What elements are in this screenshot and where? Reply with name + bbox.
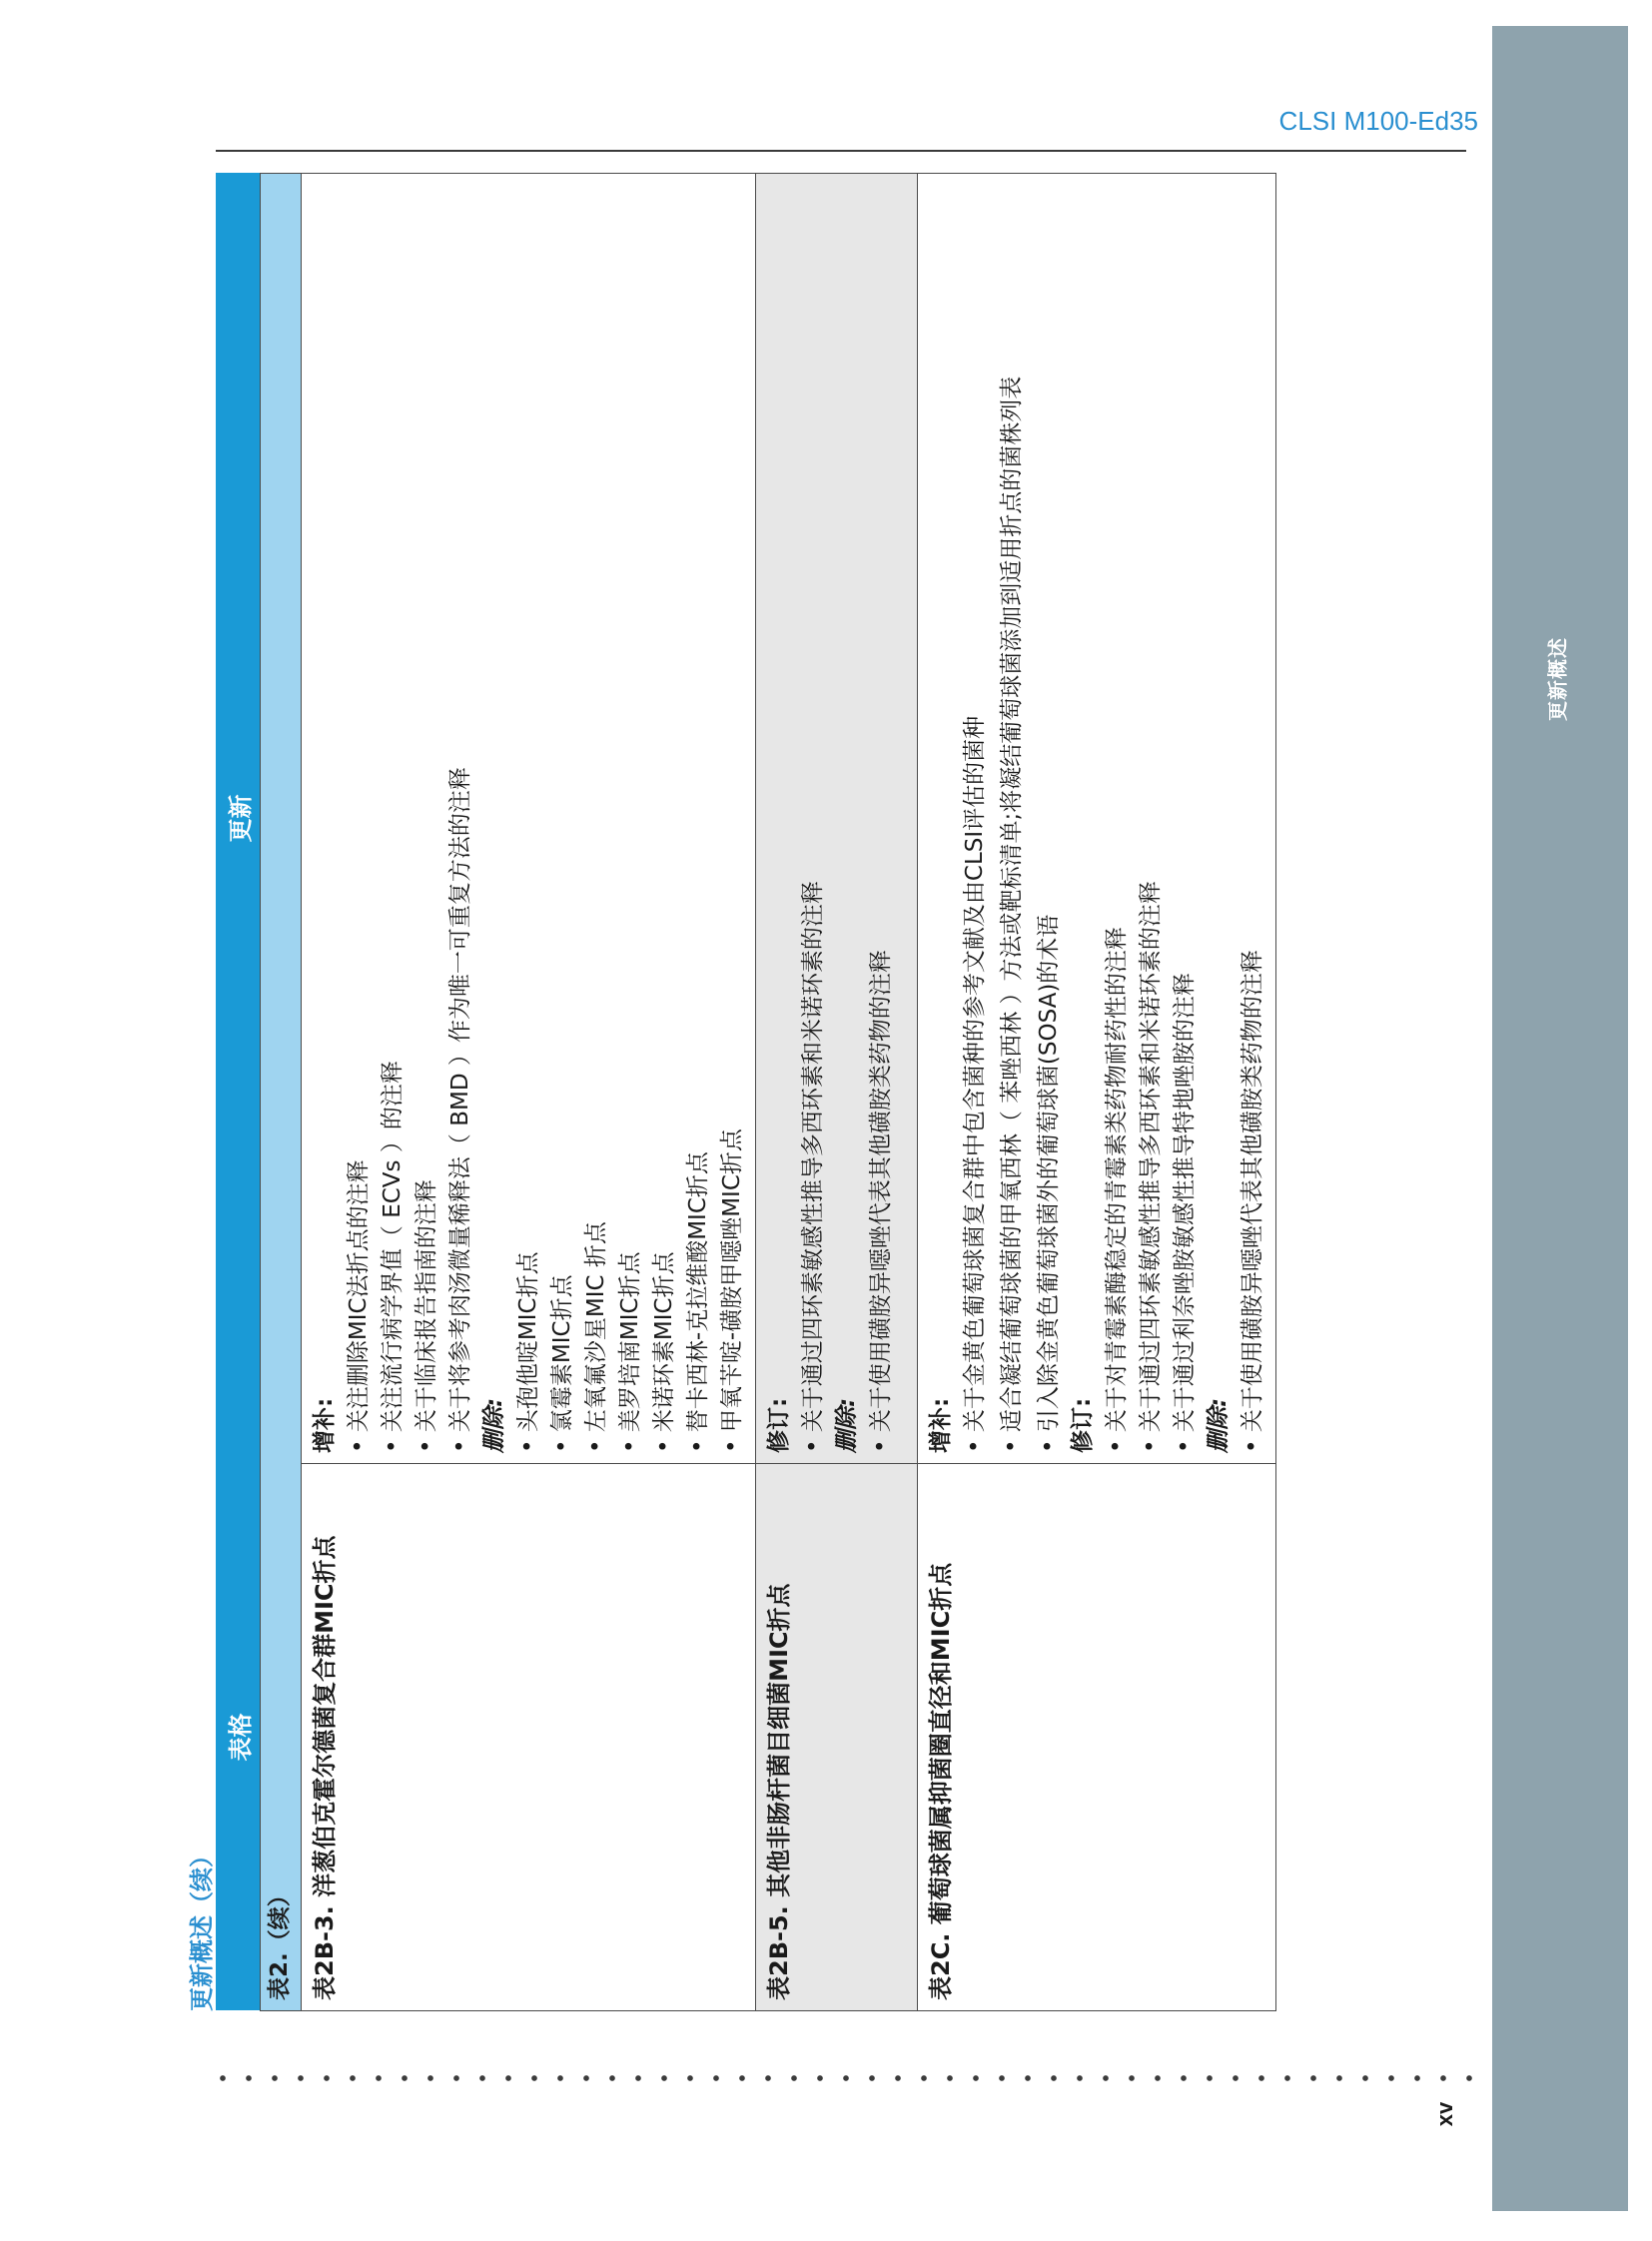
- list-item: • 关于临床报告指南的注释: [410, 184, 443, 1453]
- list-item: • 关于通过四环素敏感性推导多西环素和米诺环素的注释: [1134, 184, 1168, 1453]
- table-row: [302, 174, 756, 2011]
- list-item: • 关注删除MIC法折点的注释: [342, 184, 376, 1453]
- rotated-page-content: [188, 174, 1652, 2011]
- list-item: • 关于金黄色葡萄球菌复合群中包含菌种的参考文献及由CLSI评估的菌种: [958, 184, 992, 1453]
- table-row: [918, 174, 1276, 2011]
- list-item: • 氯霉素MIC折点: [545, 184, 579, 1453]
- running-title: 更新概述（续）: [188, 1844, 216, 2011]
- table-name: 表2B-3. 洋葱伯克霍尔德菌复合群MIC折点: [311, 1535, 339, 2000]
- table-header-row: [216, 174, 261, 2011]
- list-item: • 关于使用磺胺异噁唑代表其他磺胺类药物的注释: [1236, 184, 1269, 1453]
- update-cell: [302, 174, 756, 1464]
- list-item: • 甲氧苄啶-磺胺甲噁唑MIC折点: [715, 184, 749, 1453]
- header-rule: [216, 150, 1466, 152]
- list-item: • 引入除金黄色葡萄球菌外的葡萄球菌(SOSA)的术语: [1032, 184, 1066, 1453]
- dotted-divider: [210, 2075, 1478, 2081]
- list-item: • 适合凝结葡萄球菌的甲氧西林（ 苯唑西林 ）方法或靶标清单;将凝结葡萄球菌添加到适用折点的菌株列表: [992, 184, 1032, 1453]
- list-item: • 关注流行病学界值（ ECVs ）的注释: [376, 184, 410, 1453]
- table-row: [756, 174, 918, 2011]
- list-item: • 关于对青霉素酶稳定的青霉素类药物耐药性的注释: [1100, 184, 1134, 1453]
- updates-table: [216, 173, 1276, 2011]
- table-name-cell: [756, 1464, 918, 2011]
- list-item: • 美罗培南MIC折点: [613, 184, 647, 1453]
- continued-label: 表2.（续）: [261, 174, 302, 2011]
- list-item: • 关于使用磺胺异噁唑代表其他磺胺类药物的注释: [864, 184, 898, 1453]
- list-item: • 米诺环素MIC折点: [647, 184, 681, 1453]
- table-name-cell: [918, 1464, 1276, 2011]
- table-name: 表2B-5. 其他非肠杆菌目细菌MIC折点: [765, 1583, 793, 2000]
- continued-row: [261, 174, 302, 2011]
- table-name-cell: [302, 1464, 756, 2011]
- page-number: [1410, 2089, 1480, 2139]
- header-updates-column: 更新: [216, 174, 261, 1464]
- list-item: • 左氧氟沙星MIC 折点: [579, 184, 613, 1453]
- table-name: 表2C. 葡萄球菌属抑菌圈直径和MIC折点: [927, 1562, 955, 2000]
- section-label: 删除:: [481, 1397, 507, 1453]
- list-item: • 头孢他啶MIC折点: [511, 184, 545, 1453]
- section-label: 增补:: [312, 1397, 338, 1453]
- document-id: CLSI M100-Ed35: [1278, 106, 1478, 136]
- page-number-text: xv: [1432, 2101, 1457, 2127]
- section-label: 修订:: [1070, 1397, 1096, 1453]
- section-label: 删除:: [1206, 1397, 1232, 1453]
- section-label: 删除:: [834, 1397, 860, 1453]
- header-table-column: 表格: [216, 1464, 261, 2011]
- side-tab-text: 更新概述: [1545, 637, 1570, 721]
- section-label: 增补:: [928, 1397, 954, 1453]
- list-item: • 替卡西林-克拉维酸MIC折点: [681, 184, 715, 1453]
- list-item: • 关于将参考肉汤微量稀释法（ BMD ）作为唯一可重复方法的注释: [443, 184, 477, 1453]
- update-cell: [756, 174, 918, 1464]
- section-label: 修订:: [766, 1397, 792, 1453]
- list-item: • 关于通过四环素敏感性推导多西环素和米诺环素的注释: [796, 184, 830, 1453]
- list-item: • 关于通过利奈唑胺敏感性推导特地唑胺的注释: [1168, 184, 1202, 1453]
- update-cell: [918, 174, 1276, 1464]
